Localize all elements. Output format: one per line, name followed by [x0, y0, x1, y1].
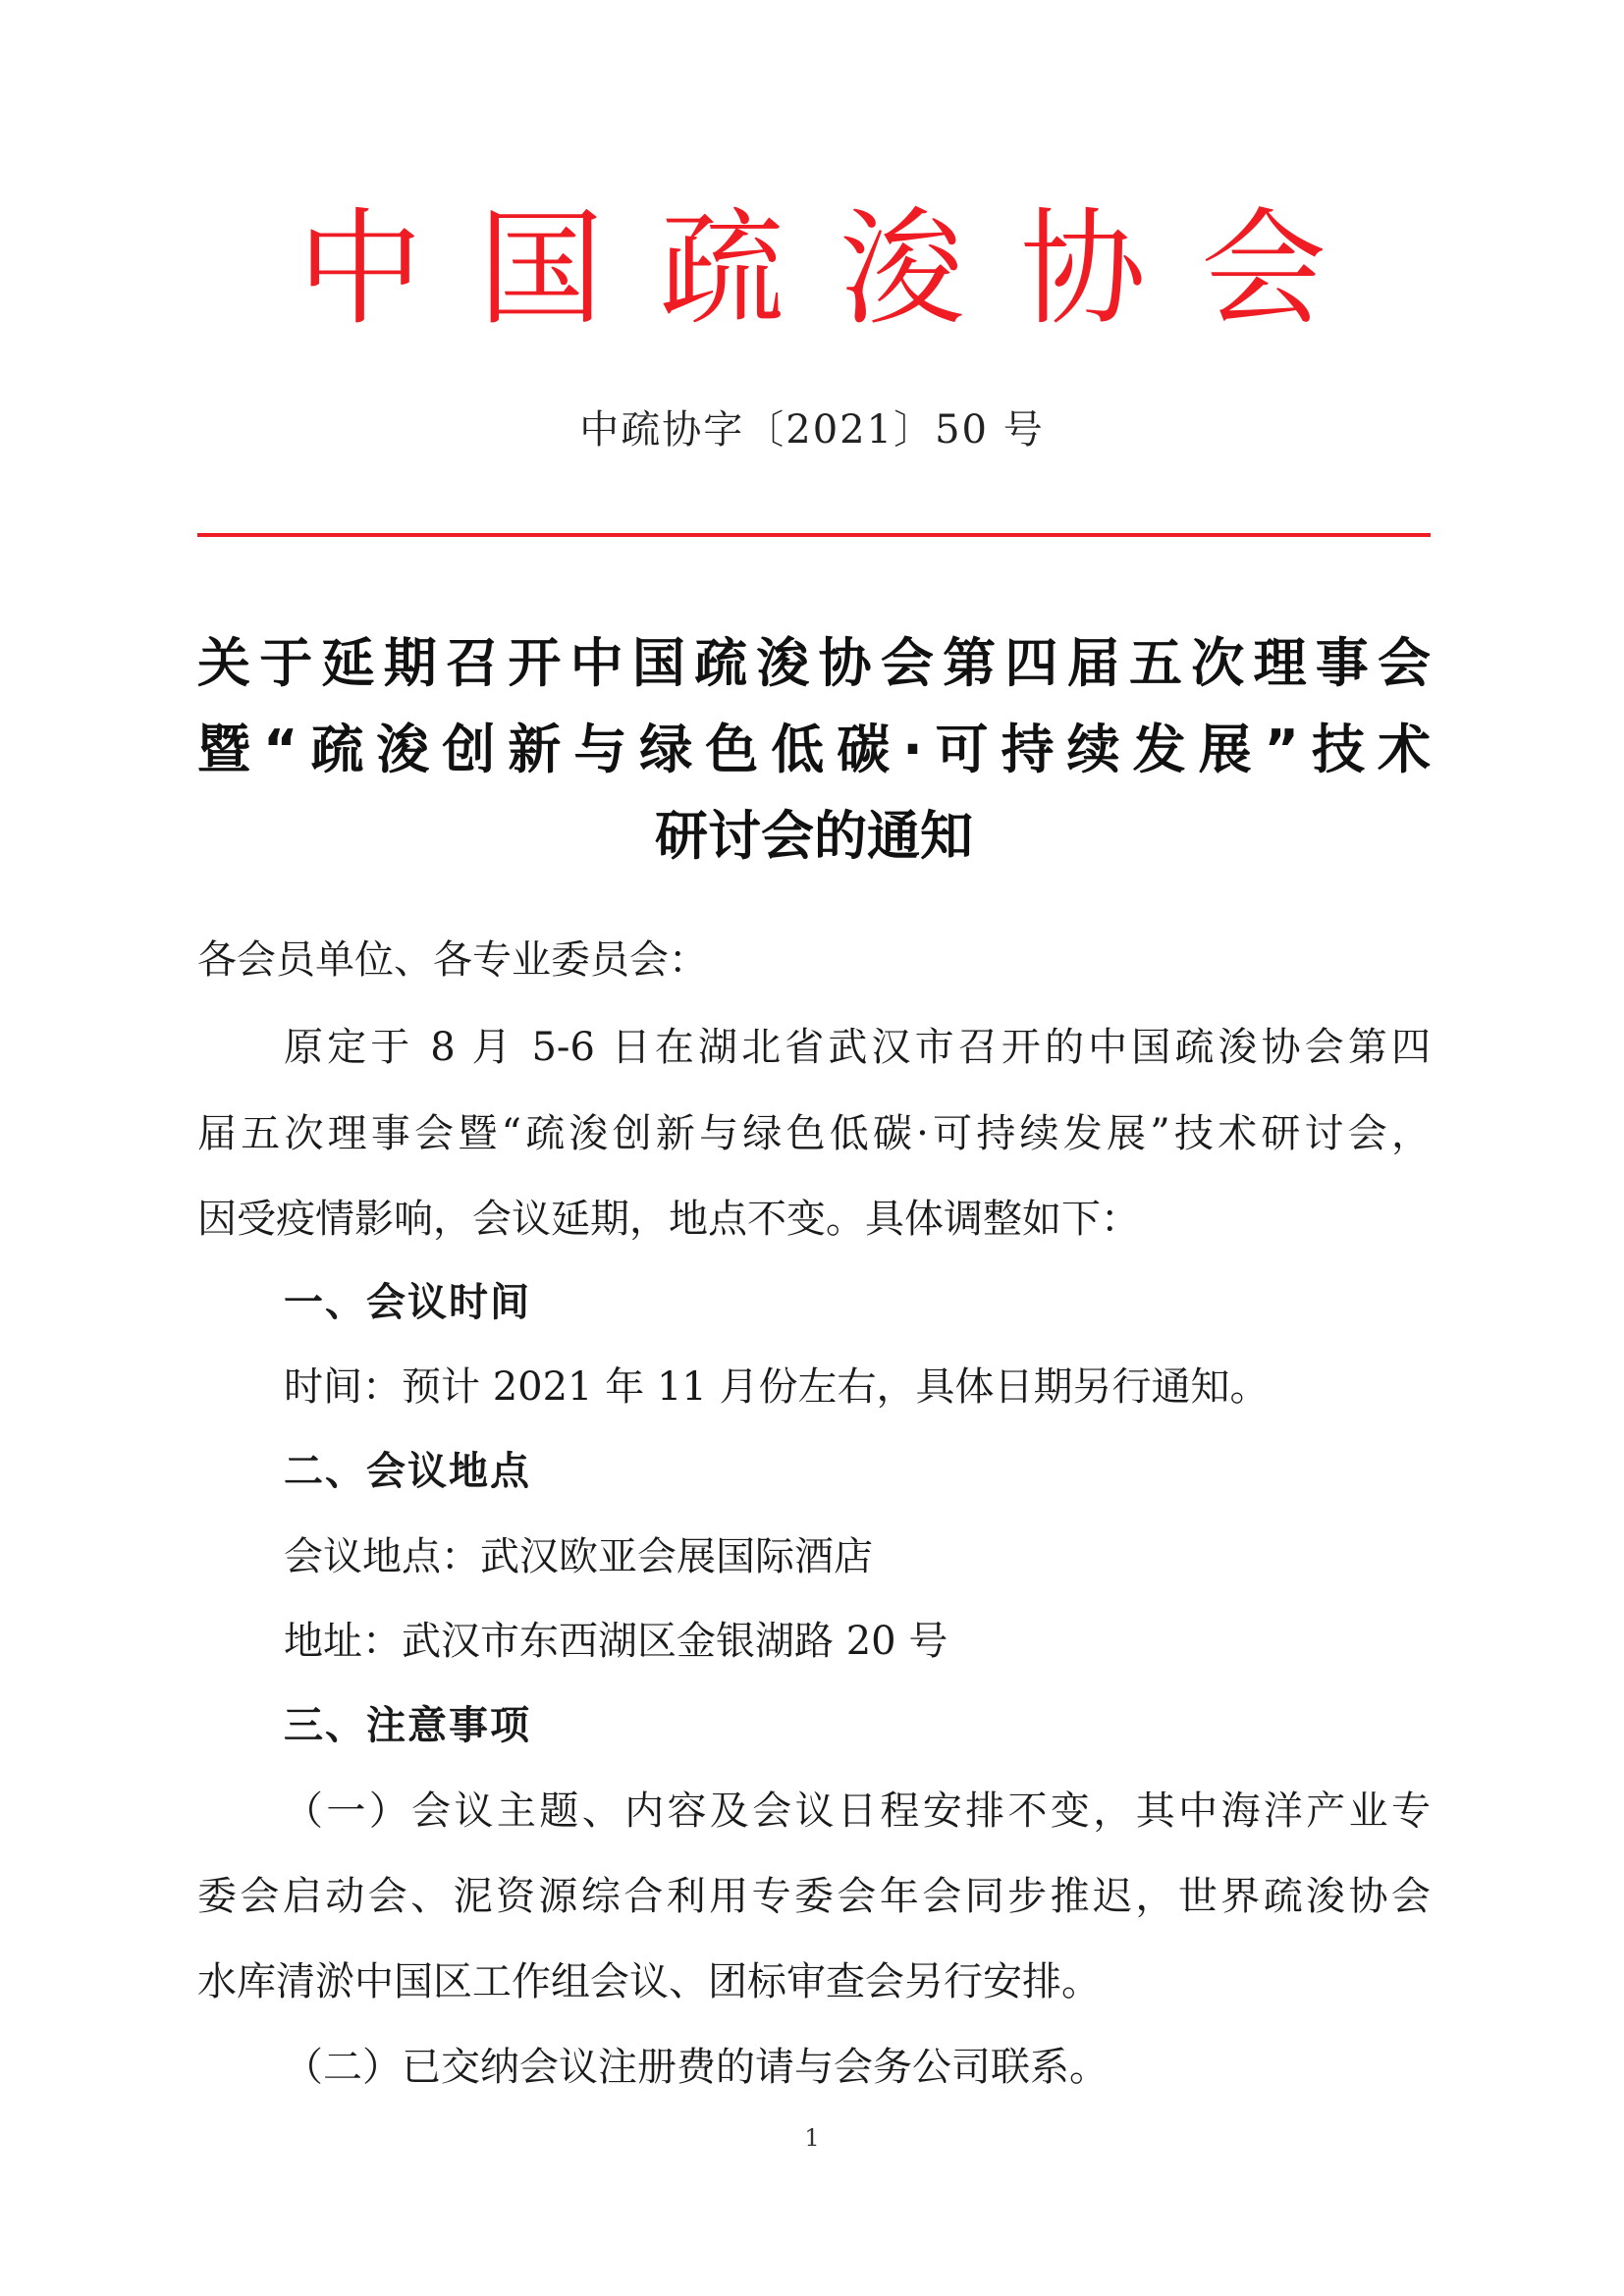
document-number: 中疏协字〔2021〕50 号 — [579, 407, 1045, 453]
intro-line-2: 届五次理事会暨“疏浚创新与绿色低碳·可持续发展”技术研讨会， — [197, 1111, 1431, 1156]
notice-item-2: （二）已交纳会议注册费的请与会务公司联系。 — [284, 2045, 1109, 2090]
organization-title: 中国疏浚协会 — [297, 196, 1381, 343]
meeting-venue: 会议地点：武汉欧亚会展国际酒店 — [284, 1534, 873, 1579]
notice-title-line-2: 暨“疏浚创新与绿色低碳·可持续发展”技术 — [197, 719, 1431, 780]
meeting-time: 时间：预计 2021 年 11 月份左右，具体日期另行通知。 — [284, 1364, 1270, 1410]
intro-line-3: 因受疫情影响，会议延期，地点不变。具体调整如下： — [197, 1197, 1140, 1242]
page-number: 1 — [804, 2124, 820, 2152]
notice-title-line-1: 关于延期召开中国疏浚协会第四届五次理事会 — [197, 632, 1431, 694]
section-3-heading: 三、注意事项 — [284, 1703, 531, 1748]
red-divider-line — [197, 533, 1431, 537]
intro-line-1: 原定于 8 月 5-6 日在湖北省武汉市召开的中国疏浚协会第四 — [284, 1025, 1431, 1070]
notice-title-line-3: 研讨会的通知 — [655, 805, 973, 867]
notice-title — [197, 620, 1431, 880]
notice-item-1-line-2: 委会启动会、泥资源综合利用专委会年会同步推迟，世界疏浚协会 — [197, 1874, 1431, 1919]
salutation: 各会员单位、各专业委员会： — [197, 937, 708, 983]
section-2-heading: 二、会议地点 — [284, 1449, 531, 1494]
notice-item-1-line-3: 水库清淤中国区工作组会议、团标审查会另行安排。 — [197, 1959, 1101, 2004]
section-1-heading: 一、会议时间 — [284, 1280, 531, 1325]
meeting-address: 地址：武汉市东西湖区金银湖路 20 号 — [284, 1619, 948, 1664]
notice-item-1-line-1: （一）会议主题、内容及会议日程安排不变，其中海洋产业专 — [284, 1789, 1431, 1834]
